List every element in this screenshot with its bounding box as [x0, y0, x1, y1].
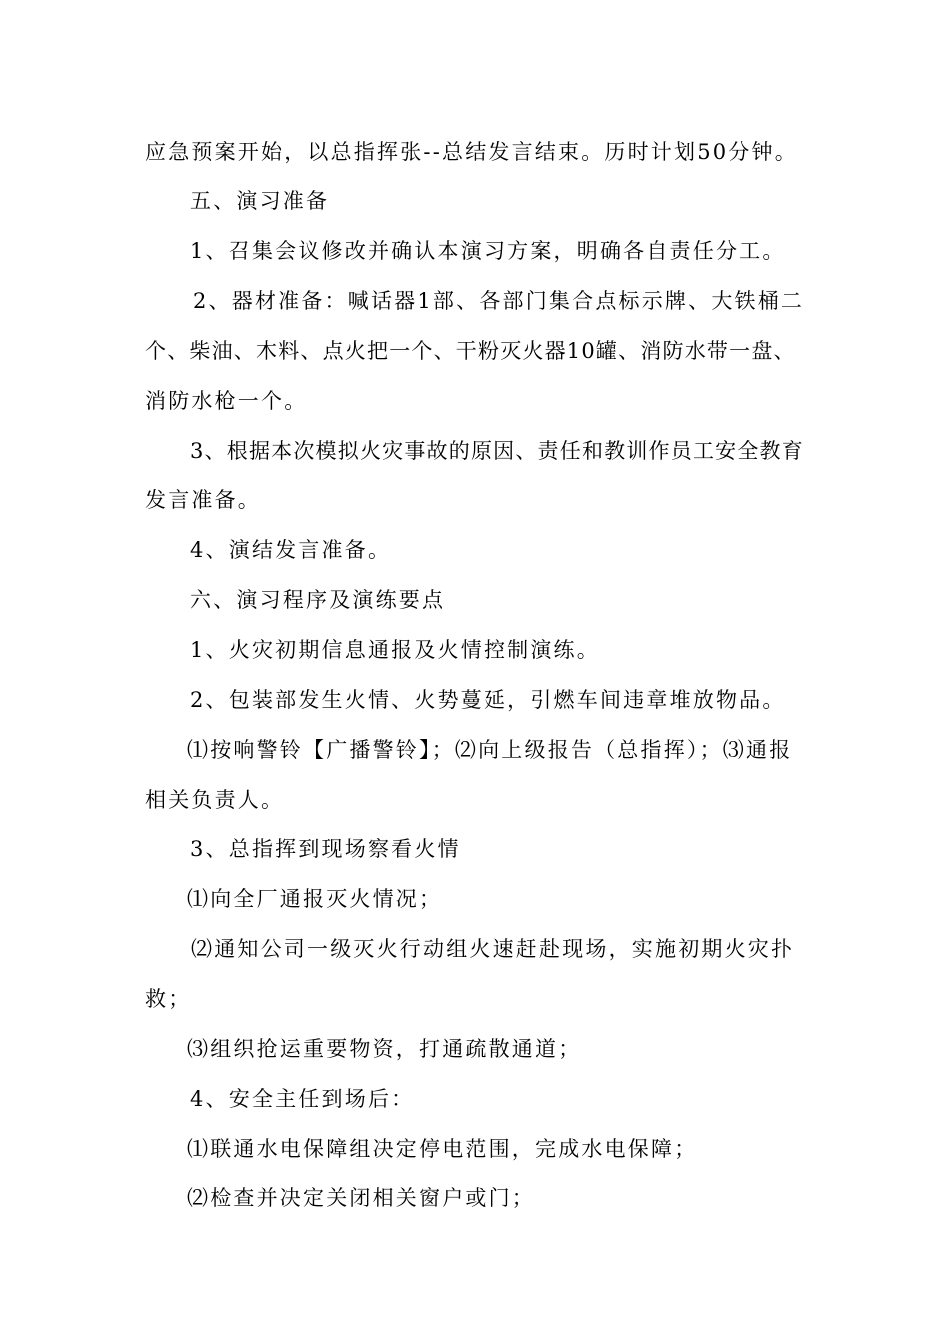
text-line: 4、安全主任到场后：	[190, 1087, 415, 1111]
text-line: ⑵检查并决定关闭相关窗户或门；	[187, 1186, 535, 1210]
text-line: 1、火灾初期信息通报及火情控制演练。	[190, 638, 600, 662]
text-line: 相关负责人。	[145, 788, 285, 812]
text-line: 3、根据本次模拟火灾事故的原因、责任和教训作员工安全教育	[190, 439, 804, 463]
text-line: ⑴联通水电保障组决定停电范围，完成水电保障；	[187, 1137, 698, 1161]
text-line: 1、召集会议修改并确认本演习方案，明确各自责任分工。	[190, 239, 786, 263]
text-line: 发言准备。	[145, 488, 261, 512]
text-line: 个、柴油、木料、点火把一个、干粉灭火器10罐、消防水带一盘、	[145, 339, 796, 363]
text-line: 4、演结发言准备。	[190, 538, 392, 562]
section-heading: 六、演习程序及演练要点	[190, 588, 446, 612]
text-line: ⑶组织抢运重要物资，打通疏散通道；	[187, 1037, 582, 1061]
text-line: ⑴按响警铃【广播警铃】；⑵向上级报告（总指挥）；⑶通报	[187, 738, 793, 762]
text-line: 消防水枪一个。	[145, 389, 308, 413]
text-line: ⑵通知公司一级灭火行动组火速赶赴现场，实施初期火灾扑	[191, 937, 795, 961]
section-heading: 五、演习准备	[190, 189, 330, 213]
text-line: ⑴向全厂通报灭火情况；	[187, 887, 443, 911]
text-line: 2、包装部发生火情、火势蔓延，引燃车间违章堆放物品。	[190, 688, 786, 712]
text-line: 救；	[145, 987, 192, 1011]
text-line: 2、器材准备：喊话器1部、各部门集合点标示牌、大铁桶二	[193, 289, 805, 313]
text-line: 3、总指挥到现场察看火情	[190, 837, 461, 861]
text-line: 应急预案开始，以总指挥张--总结发言结束。历时计划50分钟。	[145, 140, 798, 164]
